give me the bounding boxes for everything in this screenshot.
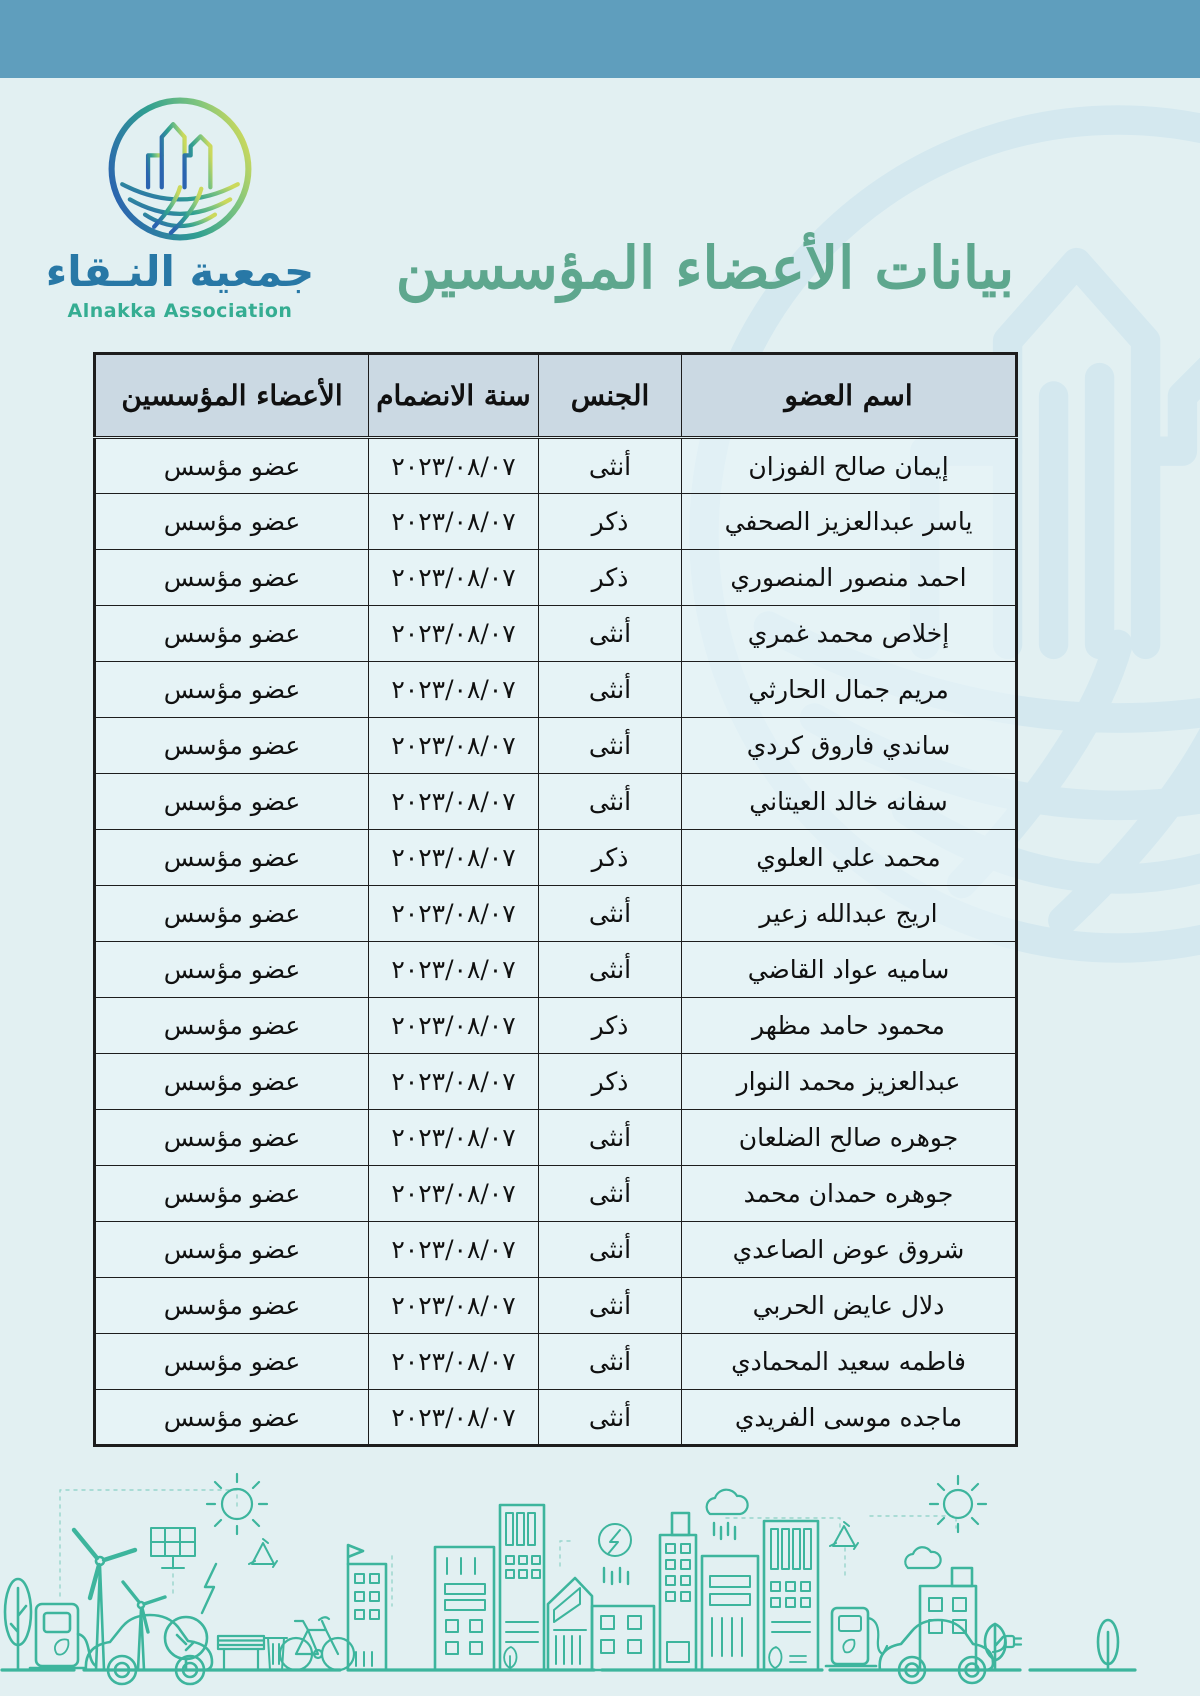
car-icon <box>86 1615 212 1684</box>
member-row <box>95 438 1017 494</box>
lightning-icon <box>202 1564 216 1613</box>
buildings-group <box>702 1521 818 1670</box>
member-gender-cell: أنثى <box>539 1278 682 1334</box>
member-membership-cell: عضو مؤسس <box>95 494 369 550</box>
member-name-cell: إيمان صالح الفوزان <box>682 438 1017 494</box>
member-name-cell: محمد علي العلوي <box>682 830 1017 886</box>
bench-icon <box>218 1636 264 1670</box>
member-name-cell: اريج عبدالله زعير <box>682 886 1017 942</box>
member-membership-cell: عضو مؤسس <box>95 438 369 494</box>
charging-pump-icon <box>826 1608 887 1666</box>
member-row <box>95 1110 1017 1166</box>
member-join-date-cell: ٢٠٢٣/٠٨/٠٧ <box>369 718 539 774</box>
member-join-date-cell: ٢٠٢٣/٠٨/٠٧ <box>369 1334 539 1390</box>
member-join-date-cell: ٢٠٢٣/٠٨/٠٧ <box>369 830 539 886</box>
member-row <box>95 830 1017 886</box>
member-name-cell: شروق عوض الصاعدي <box>682 1222 1017 1278</box>
member-name-cell: ياسر عبدالعزيز الصحفي <box>682 494 1017 550</box>
member-gender-cell: أنثى <box>539 942 682 998</box>
member-membership-cell: عضو مؤسس <box>95 1390 369 1446</box>
member-join-date-cell: ٢٠٢٣/٠٨/٠٧ <box>369 550 539 606</box>
member-gender-cell: ذكر <box>539 830 682 886</box>
member-row <box>95 774 1017 830</box>
member-join-date-cell: ٢٠٢٣/٠٨/٠٧ <box>369 438 539 494</box>
member-gender-cell: أنثى <box>539 606 682 662</box>
member-name-cell: ساندي فاروق كردي <box>682 718 1017 774</box>
member-membership-cell: عضو مؤسس <box>95 998 369 1054</box>
member-gender-cell: أنثى <box>539 1166 682 1222</box>
member-join-date-cell: ٢٠٢٣/٠٨/٠٧ <box>369 1054 539 1110</box>
member-row <box>95 718 1017 774</box>
column-header-join-year: سنة الانضمام <box>369 354 539 438</box>
member-gender-cell: أنثى <box>539 662 682 718</box>
member-name-cell: سفانه خالد العيتاني <box>682 774 1017 830</box>
member-gender-cell: أنثى <box>539 1222 682 1278</box>
member-gender-cell: ذكر <box>539 1054 682 1110</box>
member-row <box>95 1166 1017 1222</box>
member-name-cell: إخلاص محمد غمري <box>682 606 1017 662</box>
member-row <box>95 998 1017 1054</box>
member-join-date-cell: ٢٠٢٣/٠٨/٠٧ <box>369 1110 539 1166</box>
bicycle-icon <box>280 1617 354 1670</box>
member-name-cell: دلال عايض الحربي <box>682 1278 1017 1334</box>
member-row <box>95 550 1017 606</box>
members-table <box>93 352 1018 1447</box>
member-membership-cell: عضو مؤسس <box>95 830 369 886</box>
member-gender-cell: أنثى <box>539 886 682 942</box>
member-name-cell: فاطمه سعيد المحمادي <box>682 1334 1017 1390</box>
member-name-cell: مريم جمال الحارثي <box>682 662 1017 718</box>
column-header-founding-members: الأعضاء المؤسسين <box>95 354 369 438</box>
member-row <box>95 1222 1017 1278</box>
member-gender-cell: أنثى <box>539 438 682 494</box>
recycle-icon <box>830 1522 858 1549</box>
member-join-date-cell: ٢٠٢٣/٠٨/٠٧ <box>369 1222 539 1278</box>
member-gender-cell: أنثى <box>539 1110 682 1166</box>
leaf-icon <box>504 1647 516 1670</box>
member-membership-cell: عضو مؤسس <box>95 662 369 718</box>
tree-icon <box>5 1579 31 1670</box>
member-join-date-cell: ٢٠٢٣/٠٨/٠٧ <box>369 998 539 1054</box>
member-join-date-cell: ٢٠٢٣/٠٨/٠٧ <box>369 1390 539 1446</box>
member-membership-cell: عضو مؤسس <box>95 1110 369 1166</box>
member-row <box>95 606 1017 662</box>
member-join-date-cell: ٢٠٢٣/٠٨/٠٧ <box>369 1278 539 1334</box>
member-gender-cell: ذكر <box>539 550 682 606</box>
member-name-cell: ماجده موسى الفريدي <box>682 1390 1017 1446</box>
member-membership-cell: عضو مؤسس <box>95 1054 369 1110</box>
member-membership-cell: عضو مؤسس <box>95 774 369 830</box>
member-membership-cell: عضو مؤسس <box>95 1278 369 1334</box>
member-gender-cell: ذكر <box>539 494 682 550</box>
brand-block <box>40 90 320 322</box>
member-membership-cell: عضو مؤسس <box>95 1334 369 1390</box>
member-gender-cell: أنثى <box>539 774 682 830</box>
member-name-cell: جوهره صالح الضلعان <box>682 1110 1017 1166</box>
member-row <box>95 494 1017 550</box>
member-membership-cell: عضو مؤسس <box>95 942 369 998</box>
member-membership-cell: عضو مؤسس <box>95 550 369 606</box>
member-row <box>95 662 1017 718</box>
member-membership-cell: عضو مؤسس <box>95 1222 369 1278</box>
page-title: بيانات الأعضاء المؤسسين <box>395 234 1015 302</box>
member-gender-cell: أنثى <box>539 1334 682 1390</box>
cloud-icon <box>905 1547 940 1568</box>
member-name-cell: جوهره حمدان محمد <box>682 1166 1017 1222</box>
member-join-date-cell: ٢٠٢٣/٠٨/٠٧ <box>369 662 539 718</box>
column-header-gender: الجنس <box>539 354 682 438</box>
member-row <box>95 942 1017 998</box>
city-illustration <box>0 1446 1200 1696</box>
rain-cloud-icon <box>707 1490 748 1539</box>
association-logo-icon <box>104 90 256 248</box>
tree-icon <box>1098 1620 1118 1670</box>
buildings-group <box>920 1568 976 1670</box>
member-name-cell: عبدالعزيز محمد النوار <box>682 1054 1017 1110</box>
member-row <box>95 1390 1017 1446</box>
member-join-date-cell: ٢٠٢٣/٠٨/٠٧ <box>369 1166 539 1222</box>
brand-name-arabic: جمعية النـقاء <box>45 247 315 296</box>
member-join-date-cell: ٢٠٢٣/٠٨/٠٧ <box>369 886 539 942</box>
column-header-member-name: اسم العضو <box>682 354 1017 438</box>
member-name-cell: محمود حامد مظهر <box>682 998 1017 1054</box>
member-join-date-cell: ٢٠٢٣/٠٨/٠٧ <box>369 774 539 830</box>
member-membership-cell: عضو مؤسس <box>95 1166 369 1222</box>
member-gender-cell: أنثى <box>539 718 682 774</box>
member-gender-cell: أنثى <box>539 1390 682 1446</box>
member-row <box>95 1334 1017 1390</box>
member-row <box>95 1278 1017 1334</box>
sun-icon <box>930 1476 986 1532</box>
recycle-icon <box>249 1539 277 1567</box>
buildings-group <box>592 1513 696 1670</box>
member-row <box>95 1054 1017 1110</box>
member-join-date-cell: ٢٠٢٣/٠٨/٠٧ <box>369 494 539 550</box>
energy-bolt-icon <box>599 1524 631 1584</box>
table-header-row <box>95 354 1017 438</box>
leaf-icon <box>769 1647 806 1668</box>
electric-car-icon <box>880 1620 1021 1683</box>
members-table-wrap <box>93 352 1015 1447</box>
member-join-date-cell: ٢٠٢٣/٠٨/٠٧ <box>369 606 539 662</box>
top-banner <box>0 0 1200 78</box>
member-name-cell: احمد منصور المنصوري <box>682 550 1017 606</box>
member-membership-cell: عضو مؤسس <box>95 718 369 774</box>
member-name-cell: ساميه عواد القاضي <box>682 942 1017 998</box>
wind-turbine-icon <box>74 1530 135 1670</box>
buildings-group <box>348 1505 592 1670</box>
solar-panel-icon <box>151 1528 195 1568</box>
member-membership-cell: عضو مؤسس <box>95 886 369 942</box>
brand-name-english: Alnakka Association <box>67 300 293 323</box>
member-join-date-cell: ٢٠٢٣/٠٨/٠٧ <box>369 942 539 998</box>
member-row <box>95 886 1017 942</box>
member-gender-cell: ذكر <box>539 998 682 1054</box>
member-membership-cell: عضو مؤسس <box>95 606 369 662</box>
